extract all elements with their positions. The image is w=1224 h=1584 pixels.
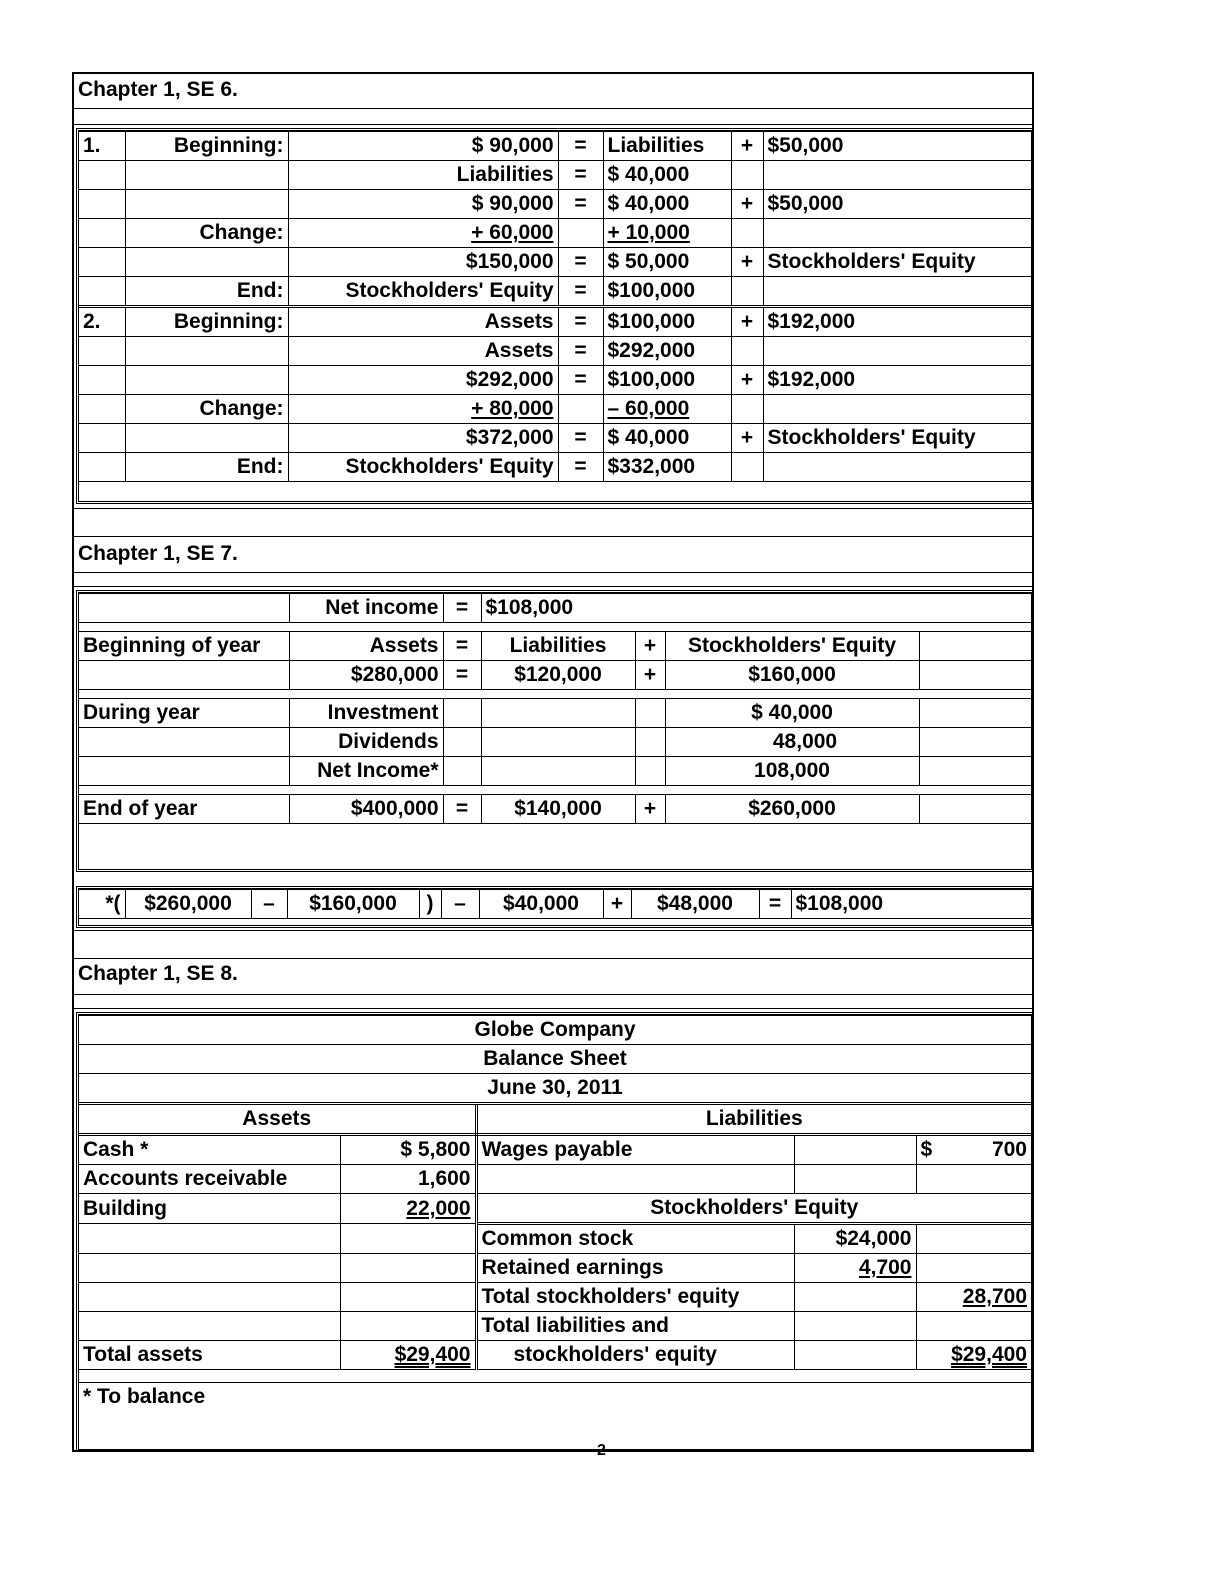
equals-sign: =	[574, 368, 587, 391]
formula-op: –	[441, 890, 479, 919]
formula-result: $108,000	[791, 890, 1031, 919]
left-side: + 60,000	[471, 221, 554, 244]
right-term: $50,000	[767, 134, 844, 157]
bs-row	[79, 1224, 1031, 1254]
left-side: Liabilities	[456, 163, 554, 186]
formula-row	[79, 890, 1031, 919]
wages-value-cell	[916, 1135, 1031, 1165]
rule	[74, 508, 1032, 509]
left-side: + 80,000	[471, 397, 554, 420]
middle-term: $292,000	[607, 339, 696, 362]
se6-row	[79, 132, 1031, 161]
middle-term: + 10,000	[607, 221, 690, 244]
during-label: During year	[79, 699, 289, 728]
plus-sign: +	[635, 632, 665, 661]
bs-row	[79, 1312, 1031, 1341]
middle-term: $ 40,000	[607, 426, 690, 449]
left-side: $ 90,000	[471, 134, 554, 157]
formula-term: $48,000	[631, 890, 759, 919]
se6-row	[79, 366, 1031, 395]
end-of-year-row	[79, 795, 1031, 824]
investment-row	[79, 699, 1031, 728]
se6-row	[79, 307, 1031, 337]
footnote-row	[79, 1383, 1031, 1412]
se6-row	[79, 453, 1031, 482]
total-le-label-2: stockholders' equity	[476, 1341, 794, 1370]
company-name: Globe Company	[79, 1016, 1031, 1045]
investment-value: $ 40,000	[665, 699, 919, 728]
equals-sign: =	[574, 134, 587, 157]
net-income-star-row	[79, 757, 1031, 786]
equals-sign: =	[574, 163, 587, 186]
se6-row	[79, 395, 1031, 424]
se6-row	[79, 424, 1031, 453]
beginning-header-row	[79, 632, 1031, 661]
middle-term: $332,000	[607, 455, 696, 478]
rule	[74, 930, 1032, 931]
net-income-star-label: Net Income*	[289, 757, 443, 786]
formula-term: $160,000	[287, 890, 419, 919]
total-assets-value: $29,400	[394, 1343, 471, 1366]
wages-value: 700	[991, 1138, 1027, 1161]
total-assets-label: Total assets	[79, 1341, 340, 1370]
left-side: Stockholders' Equity	[345, 455, 554, 478]
plus-sign: +	[740, 368, 754, 391]
middle-term: $ 50,000	[607, 250, 690, 273]
equals-sign: =	[574, 250, 587, 273]
begin-equity: $160,000	[665, 661, 919, 690]
liabilities-header: Liabilities	[476, 1104, 1031, 1135]
period-label: End:	[236, 279, 284, 302]
rule	[74, 124, 1032, 125]
rule	[74, 1008, 1032, 1009]
equity-col-header: Stockholders' Equity	[665, 632, 919, 661]
bs-row	[79, 1254, 1031, 1283]
end-equity: $260,000	[665, 795, 919, 824]
bs-section-headers	[79, 1104, 1031, 1135]
assets-header: Assets	[79, 1104, 476, 1135]
net-income-value: $108,000	[481, 594, 1031, 623]
building-value: 22,000	[406, 1196, 471, 1220]
equals-sign: =	[443, 661, 481, 690]
rule	[74, 572, 1032, 573]
rule	[74, 108, 1032, 109]
end-liabilities: $140,000	[481, 795, 635, 824]
plus-sign: +	[635, 795, 665, 824]
investment-label: Investment	[289, 699, 443, 728]
assets-col-header: Assets	[289, 632, 443, 661]
plus-sign: +	[635, 661, 665, 690]
rule	[74, 536, 1032, 537]
page-number: 2	[597, 1442, 606, 1459]
equals-sign: =	[443, 795, 481, 824]
total-equity-label: Total stockholders' equity	[476, 1283, 794, 1312]
se7-formula	[76, 886, 1034, 928]
middle-term: – 60,000	[607, 397, 690, 420]
middle-term: $100,000	[607, 310, 696, 333]
equals-sign: =	[574, 455, 587, 478]
period-label: Beginning:	[173, 310, 284, 333]
middle-term: $ 40,000	[607, 163, 690, 186]
se8-heading: Chapter 1, SE 8.	[78, 962, 238, 985]
bs-totals-row	[79, 1341, 1031, 1370]
formula-term: $40,000	[479, 890, 603, 919]
liabilities-col-header: Liabilities	[481, 632, 635, 661]
plus-sign: +	[740, 310, 754, 333]
bs-title-row	[79, 1016, 1031, 1045]
se6-heading: Chapter 1, SE 6.	[78, 78, 238, 101]
end-label: End of year	[79, 795, 289, 824]
middle-term: $100,000	[607, 368, 696, 391]
wages-label: Wages payable	[476, 1135, 794, 1165]
ar-label: Accounts receivable	[79, 1165, 340, 1194]
plus-sign: +	[740, 426, 754, 449]
statement-date: June 30, 2011	[79, 1074, 1031, 1104]
formula-op: +	[603, 890, 631, 919]
equals-sign: =	[574, 279, 587, 302]
equity-header: Stockholders' Equity	[476, 1194, 1031, 1224]
dollar-sign: $	[920, 1138, 933, 1161]
rule	[74, 586, 1032, 587]
se7-table	[76, 590, 1034, 872]
footnote: * To balance	[79, 1383, 1031, 1412]
se6-row	[79, 248, 1031, 277]
right-term: Stockholders' Equity	[767, 250, 976, 273]
bs-row	[79, 1135, 1031, 1165]
equals-sign: =	[574, 426, 587, 449]
item-number: 2.	[83, 310, 101, 333]
period-label: Change:	[199, 221, 284, 244]
left-side: $150,000	[465, 250, 554, 273]
equals-sign: =	[574, 310, 587, 333]
right-term: $192,000	[767, 310, 856, 333]
left-side: Stockholders' Equity	[345, 279, 554, 302]
cash-label: Cash *	[79, 1135, 340, 1165]
middle-term: Liabilities	[607, 134, 705, 157]
bs-row	[79, 1165, 1031, 1194]
bs-row	[79, 1194, 1031, 1224]
plus-sign: +	[740, 192, 754, 215]
net-income-row	[79, 594, 1031, 623]
ar-value: 1,600	[340, 1165, 476, 1194]
se6-row	[79, 190, 1031, 219]
statement-title: Balance Sheet	[79, 1045, 1031, 1074]
left-side: $ 90,000	[471, 192, 554, 215]
total-le-label-1: Total liabilities and	[476, 1312, 794, 1341]
formula-op: =	[759, 890, 791, 919]
cash-value: $ 5,800	[340, 1135, 476, 1165]
bs-row	[79, 1283, 1031, 1312]
item-number: 1.	[83, 134, 101, 157]
period-label: End:	[236, 455, 284, 478]
balance-sheet	[76, 1012, 1034, 1452]
formula-close: )	[419, 890, 441, 919]
common-stock-value: $24,000	[794, 1224, 916, 1254]
total-equity-value: 28,700	[962, 1285, 1027, 1308]
period-label: Change:	[199, 397, 284, 420]
se6-row	[79, 219, 1031, 248]
rule	[74, 958, 1032, 959]
se6-table	[76, 128, 1034, 504]
dividends-row	[79, 728, 1031, 757]
plus-sign: +	[740, 134, 754, 157]
beginning-label: Beginning of year	[79, 632, 289, 661]
left-side: $372,000	[465, 426, 554, 449]
building-label: Building	[79, 1194, 340, 1224]
left-side: $292,000	[465, 368, 554, 391]
middle-term: $100,000	[607, 279, 696, 302]
formula-term: $260,000	[125, 890, 251, 919]
begin-assets: $280,000	[289, 661, 443, 690]
right-term: Stockholders' Equity	[767, 426, 976, 449]
retained-earnings-value: 4,700	[858, 1256, 912, 1279]
retained-earnings-label: Retained earnings	[476, 1254, 794, 1283]
right-term: $50,000	[767, 192, 844, 215]
dividends-label: Dividends	[289, 728, 443, 757]
middle-term: $ 40,000	[607, 192, 690, 215]
se6-row	[79, 277, 1031, 307]
right-term: $192,000	[767, 368, 856, 391]
worksheet-page	[72, 72, 1034, 1452]
se6-row	[79, 161, 1031, 190]
se7-heading: Chapter 1, SE 7.	[78, 542, 238, 565]
equals-sign: =	[574, 192, 587, 215]
beginning-values-row	[79, 661, 1031, 690]
left-side: Assets	[484, 310, 554, 333]
formula-op: –	[251, 890, 287, 919]
se6-row	[79, 337, 1031, 366]
plus-sign: +	[740, 250, 754, 273]
dividends-value: 48,000	[665, 728, 919, 757]
period-label: Beginning:	[173, 134, 284, 157]
equals-sign: =	[443, 632, 481, 661]
rule	[74, 994, 1032, 995]
common-stock-label: Common stock	[476, 1224, 794, 1254]
net-income-star-value: 108,000	[665, 757, 919, 786]
begin-liabilities: $120,000	[481, 661, 635, 690]
formula-open: *(	[79, 890, 125, 919]
left-side: Assets	[484, 339, 554, 362]
equals-sign: =	[443, 594, 481, 623]
end-assets: $400,000	[289, 795, 443, 824]
equals-sign: =	[574, 339, 587, 362]
total-le-value: $29,400	[951, 1343, 1027, 1366]
net-income-label: Net income	[289, 594, 443, 623]
